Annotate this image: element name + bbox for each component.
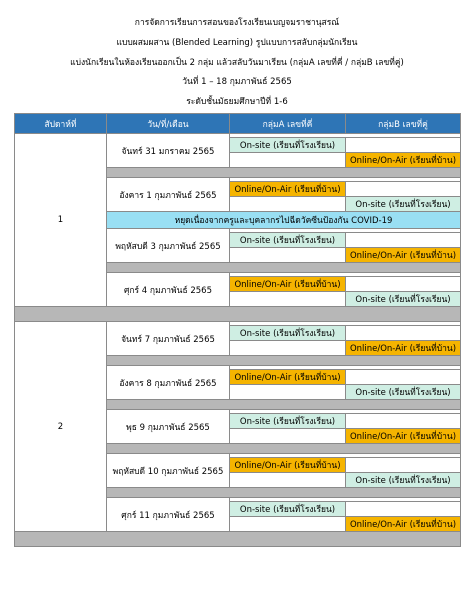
group-a-cell: On-site (เรียนที่โรงเรียน) — [230, 414, 346, 429]
empty-cell — [346, 233, 461, 248]
group-a-cell: Online/On-Air (เรียนที่บ้าน) — [230, 277, 346, 292]
table-header-row — [15, 114, 461, 134]
day-separator — [107, 444, 461, 454]
group-b-cell: Online/On-Air (เรียนที่บ้าน) — [346, 517, 461, 532]
empty-cell — [346, 182, 461, 197]
empty-cell — [230, 517, 346, 532]
empty-cell — [346, 370, 461, 385]
group-a-cell: Online/On-Air (เรียนที่บ้าน) — [230, 458, 346, 473]
empty-cell — [346, 326, 461, 341]
group-b-cell: On-site (เรียนที่โรงเรียน) — [346, 473, 461, 488]
empty-cell — [230, 153, 346, 168]
day-separator — [107, 356, 461, 366]
empty-cell — [346, 277, 461, 292]
day-label: จันทร์ 31 มกราคม 2565 — [107, 134, 230, 168]
day-separator — [107, 400, 461, 410]
day-label: พุธ 9 กุมภาพันธ์ 2565 — [107, 410, 230, 444]
group-a-cell: Online/On-Air (เรียนที่บ้าน) — [230, 370, 346, 385]
group-b-cell: On-site (เรียนที่โรงเรียน) — [346, 385, 461, 400]
day-separator — [107, 488, 461, 498]
group-b-cell: Online/On-Air (เรียนที่บ้าน) — [346, 429, 461, 444]
schedule-table — [14, 113, 461, 547]
empty-cell — [230, 292, 346, 307]
group-a-cell: On-site (เรียนที่โรงเรียน) — [230, 502, 346, 517]
day-label: พฤหัสบดี 10 กุมภาพันธ์ 2565 — [107, 454, 230, 488]
empty-cell — [346, 138, 461, 153]
header-group-a: กลุ่มA เลขที่คี่ — [230, 114, 346, 134]
day-label: พฤหัสบดี 3 กุมภาพันธ์ 2565 — [107, 229, 230, 263]
group-b-cell: On-site (เรียนที่โรงเรียน) — [346, 197, 461, 212]
week-separator — [15, 307, 461, 322]
empty-cell — [346, 414, 461, 429]
group-b-cell: Online/On-Air (เรียนที่บ้าน) — [346, 341, 461, 356]
group-b-cell: Online/On-Air (เรียนที่บ้าน) — [346, 248, 461, 263]
empty-cell — [230, 473, 346, 488]
title-line: แบบผสมผสาน (Blended Learning) รูปแบบการสลับกลุ่มนักเรียน — [116, 38, 358, 48]
day-label: ศุกร์ 11 กุมภาพันธ์ 2565 — [107, 498, 230, 532]
empty-cell — [230, 341, 346, 356]
empty-cell — [230, 197, 346, 212]
title-line: ระดับชั้นมัธยมศึกษาปีที่ 1-6 — [186, 97, 288, 107]
group-a-cell: Online/On-Air (เรียนที่บ้าน) — [230, 182, 346, 197]
group-b-cell: On-site (เรียนที่โรงเรียน) — [346, 292, 461, 307]
holiday-notice: หยุดเนื่องจากครูและบุคลากรไปฉีดวัคซีนป้องกัน COVID-19 — [107, 212, 461, 229]
empty-cell — [230, 385, 346, 400]
day-label: อังคาร 8 กุมภาพันธ์ 2565 — [107, 366, 230, 400]
title-line: การจัดการเรียนการสอนของโรงเรียนเบญจมราชานุสรณ์ — [134, 18, 340, 28]
week-number: 2 — [15, 322, 107, 532]
title-line: แบ่งนักเรียนในห้องเรียนออกเป็น 2 กลุ่ม แล้วสลับวันมาเรียน (กลุ่มA เลขที่คี่ / กลุ่มB เลขที่คู่) — [70, 58, 404, 68]
group-a-cell: On-site (เรียนที่โรงเรียน) — [230, 326, 346, 341]
group-a-cell: On-site (เรียนที่โรงเรียน) — [230, 233, 346, 248]
group-b-cell: Online/On-Air (เรียนที่บ้าน) — [346, 153, 461, 168]
group-a-cell: On-site (เรียนที่โรงเรียน) — [230, 138, 346, 153]
week-separator-cell — [15, 532, 461, 547]
empty-cell — [230, 429, 346, 444]
header-group-b: กลุ่มB เลขที่คู่ — [346, 114, 461, 134]
empty-cell — [346, 502, 461, 517]
week-separator-cell — [15, 307, 461, 322]
title-line: วันที่ 1 – 18 กุมภาพันธ์ 2565 — [182, 77, 292, 87]
header-date: วัน/ที่/เดือน — [107, 114, 230, 134]
week-separator — [15, 532, 461, 547]
day-label: อังคาร 1 กุมภาพันธ์ 2565 — [107, 178, 230, 212]
day-label: จันทร์ 7 กุมภาพันธ์ 2565 — [107, 322, 230, 356]
header-week: สัปดาห์ที่ — [15, 114, 107, 134]
empty-cell — [346, 458, 461, 473]
day-separator — [107, 168, 461, 178]
day-separator — [107, 263, 461, 273]
day-label: ศุกร์ 4 กุมภาพันธ์ 2565 — [107, 273, 230, 307]
empty-cell — [230, 248, 346, 263]
week-number: 1 — [15, 134, 107, 307]
